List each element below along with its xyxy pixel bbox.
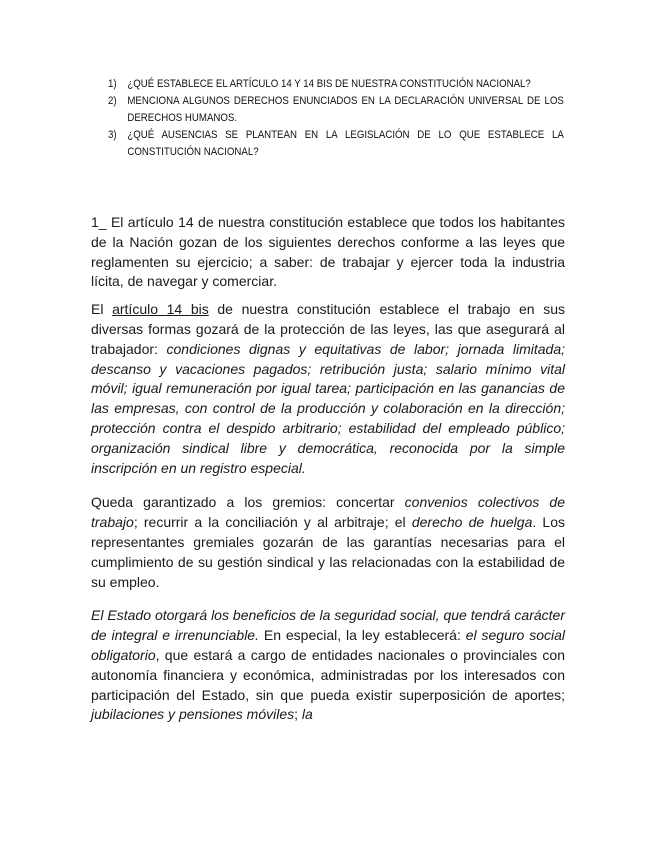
question-item	[108, 76, 564, 93]
article-14-bis-link[interactable]: artículo 14 bis	[112, 301, 209, 318]
paragraph-text: , que estará a cargo de entidades nacionales o provinciales con autonomía financiera y económica, administradas por los interesados con participación del Estado, sin que pueda existir superposición de aportes;	[91, 646, 565, 703]
paragraph-text: . Los representantes gremiales gozarán de las garantías necesarias para el cumplimiento de su gestión sindical y las relacionadas con la estabilidad de su empleo.	[91, 514, 565, 590]
answer-paragraph-4	[91, 606, 565, 725]
italic-term: el seguro social obligatorio	[91, 627, 565, 663]
italic-term: la	[301, 706, 313, 723]
rights-list-italic: condiciones dignas y equitativas de labor; jornada limitada; descanso y vacaciones pagados; retribución justa; salario mínimo vital móvil; igual remuneración por igual tarea; participación en las ganancias de las empresas, con control de la producción y colaboración en la dirección; protección contra el despido arbitrario; estabilidad del empleado público; organización sindical libre y democrática, reconocida por la simple inscripción en un registro especial.	[91, 340, 565, 476]
italic-term: derecho de huelga	[411, 514, 533, 531]
answer-paragraph-2	[91, 300, 565, 478]
paragraph-text: El	[91, 301, 113, 318]
question-text: ¿QUÉ ESTABLECE EL ARTÍCULO 14 Y 14 BIS DE NUESTRA CONSTITUCIÓN NACIONAL?	[127, 78, 531, 90]
question-item	[108, 127, 564, 161]
question-text: ¿QUÉ AUSENCIAS SE PLANTEAN EN LA LEGISLACIÓN DE LO QUE ESTABLECE LA CONSTITUCIÓN NACIONAL?	[127, 129, 564, 158]
answer-body	[91, 213, 565, 736]
question-number: 3)	[108, 129, 117, 141]
question-number: 1)	[108, 78, 117, 90]
italic-term: El Estado otorgará los beneficios de la seguridad social, que tendrá carácter de integral e irrenunciable.	[91, 607, 565, 644]
paragraph-text: ; recurrir a la conciliación y al arbitraje; el	[133, 514, 412, 531]
answer-paragraph-3	[91, 493, 565, 592]
paragraph-text: de nuestra constitución establece el trabajo en sus diversas formas gozará de la protección de las leyes, las que asegurará al trabajador:	[91, 301, 566, 357]
question-list	[108, 76, 564, 161]
paragraph-text: Queda garantizado a los gremios: concertar	[91, 494, 405, 511]
italic-term: convenios colectivos de trabajo	[91, 494, 565, 531]
question-text: MENCIONA ALGUNOS DERECHOS ENUNCIADOS EN LA DECLARACIÓN UNIVERSAL DE LOS DERECHOS HUMANOS.	[127, 95, 564, 124]
paragraph-text: ;	[294, 706, 302, 723]
question-item	[108, 93, 564, 127]
answer-paragraph-1: 1_ El artículo 14 de nuestra constitución establece que todos los habitantes de la Nación gozan de los siguientes derechos conforme a las leyes que reglamenten su ejercicio; a saber: de trabajar y ejercer toda la industria lícita, de navegar y comerciar.	[91, 214, 565, 290]
question-number: 2)	[108, 95, 117, 107]
italic-term: jubilaciones y pensiones móviles	[91, 706, 295, 723]
paragraph-text: En especial, la ley establecerá:	[258, 627, 466, 644]
